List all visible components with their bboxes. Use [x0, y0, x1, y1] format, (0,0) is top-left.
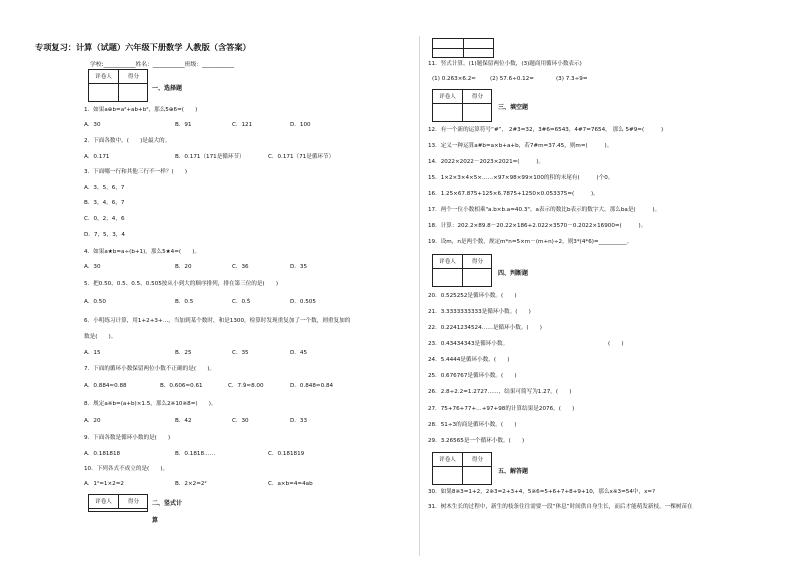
option: A．0.884≈0.88 [84, 383, 127, 389]
option: C．36 [232, 264, 249, 270]
question-14: 14．2022×2022－2023×2021=( )。 [428, 159, 545, 165]
question-2: 2．下面各数中，( )是最大的。 [84, 138, 171, 144]
score-box [432, 254, 492, 287]
option: A．1²=1×2=2 [84, 481, 124, 487]
score-label: 得分 [119, 495, 148, 509]
section-heading-choice: 一、选择题 [152, 85, 183, 92]
grader-label: 评卷人 [89, 495, 119, 509]
question-23: 23．0.43434343是循环小数。 [428, 341, 509, 347]
option: C．0，2，4，6 [84, 216, 125, 222]
question-23-blank: ( ) [608, 341, 624, 347]
grader-label: 评卷人 [433, 255, 463, 269]
score-label: 得分 [463, 453, 492, 467]
question-30: 30．如果8※3=1+2，2※3=2+3+4，5※6=5+6+7+8+9+10，那么x※3=54中，x=? [428, 489, 656, 495]
option: A．15 [84, 350, 101, 356]
question-19: 19．设m，n是两个数，规定m*n=5×m－(m+n)÷2，则3*(4*6)=__________。 [428, 239, 633, 245]
option: A．30 [84, 122, 101, 128]
section-heading-judge: 四、判断题 [498, 270, 529, 277]
question-11: 11．竖式计算。(1)题保留两位小数，(3)题商用循环小数表示) [428, 61, 582, 67]
question-27: 27．75+76+77+…+97+98的计算结果是2076。( ) [428, 406, 575, 412]
grader-label: 评卷人 [433, 90, 463, 104]
option: D．0.505 [290, 299, 316, 305]
option: C．7.9̇≈8.00 [228, 383, 264, 389]
question-16: 16．1.25×67.875+125×6.7875+1250×0.053375=( )。 [428, 191, 599, 197]
option: B．25 [175, 350, 192, 356]
option: B．0.606≈0.61 [160, 383, 203, 389]
score-label: 得分 [119, 70, 148, 84]
option: B．0.171（171是循环节） [175, 154, 245, 160]
calc-part: (2) 57.6÷0.12= [490, 76, 534, 82]
score-box-top [432, 38, 494, 58]
option: B．3，4，6，7 [84, 200, 125, 206]
score-box [432, 89, 492, 122]
option: D．100 [290, 122, 311, 128]
section-heading-solve: 五、解答题 [498, 468, 529, 475]
option: A．20 [84, 418, 101, 424]
option: A．0.171 [84, 154, 110, 160]
option: C．0.5̇ [232, 299, 251, 305]
section-heading-fill: 三、填空题 [498, 104, 529, 111]
grader-label: 评卷人 [433, 453, 463, 467]
option: C．121 [232, 122, 253, 128]
question-5: 5．把0.50、0.5、0.5̇、0.505按从小到大的顺序排列，排在第三位的是( ) [84, 281, 279, 287]
question-7: 7．下面的循环小数保留两位小数不正确的是( )。 [84, 366, 215, 372]
question-4: 4．如果a★b=a÷(b+1)，那么5★4=( )。 [84, 249, 201, 255]
option: B．91 [175, 122, 192, 128]
score-box [432, 452, 492, 485]
question-9: 9．下面各数是循环小数的是( ) [84, 435, 171, 441]
question-15: 15．1×2×3×4×5×……×97×98×99×100的积的末尾有( )个0。 [428, 175, 614, 181]
question-18: 18．计算：202.2×89.8－20.22×186+2.022×3570－0.2022×16900=( )。 [428, 223, 647, 229]
option: B．20 [175, 264, 192, 270]
question-1: 1．如果a⊕b=a²+ab+b²，那么5⊕6=( ) [84, 107, 198, 113]
section-heading-vertical-calc-cont: 算 [152, 517, 159, 524]
question-22: 22．0.2241234524……是循环小数。( ) [428, 325, 542, 331]
question-29: 29．3.26565是一个循环小数。( ) [428, 438, 525, 444]
question-17: 17．两个一位小数相乘"a.b×b.a=40.3"，a表示的数比b表示的数字大，那么ba是( )。 [428, 207, 661, 213]
score-label: 得分 [463, 90, 492, 104]
option: C．30 [232, 418, 249, 424]
question-8: 8．规定a※b=(a+b)×1.5，那么2※10※8=( )。 [84, 401, 217, 407]
option: D．33 [290, 418, 308, 424]
student-info-line: 学校:___________姓名：___________班级：___________ [90, 62, 234, 68]
option: D．35 [290, 264, 308, 270]
calc-part: (1) 0.263×6.2≈ [432, 76, 476, 82]
question-31: 31．树木生长的过程中，新生的枝条往往需要一段“休息”时间供自身生长，而后才能萌发新枝。一棵树苗在 [428, 504, 693, 510]
question-28: 28．51÷3的商是循环小数。( ) [428, 422, 517, 428]
column-divider [419, 36, 420, 556]
score-label: 得分 [463, 255, 492, 269]
question-6: 6．小明练习计算，用1+2+3+…，当加到某个数时，和是1300，检算时发现重复加了一个数，则重复加的 [84, 318, 351, 324]
option: D．0.848≈0.84 [290, 383, 334, 389]
option: B．0.1818…… [175, 451, 216, 457]
question-13: 13．定义一种运算a#b=a×b+a+b，若7#m=37.45，则m=( )。 [428, 143, 613, 149]
option: D．45 [290, 350, 308, 356]
question-3: 3．下面哪一行和其他三行不一样？( ) [84, 169, 188, 175]
option: C．0.171（71是循环节） [268, 154, 335, 160]
question-25: 25．0.676767是循环小数。( ) [428, 373, 517, 379]
question-20: 20．0.525252是循环小数。( ) [428, 293, 517, 299]
option: B．42 [175, 418, 192, 424]
option: A．0.50 [84, 299, 106, 305]
page-title: 专项复习：计算（试题）六年级下册数学 人教版（含答案） [35, 42, 251, 52]
option: A．3，5，6，7 [84, 185, 125, 191]
option: D．7，5，3，4 [84, 232, 125, 238]
calc-part: (3) 7.3÷9= [556, 76, 588, 82]
grader-label: 评卷人 [89, 70, 119, 84]
option: C．35 [232, 350, 249, 356]
question-26: 26．2.8÷2.2=1.2727……，结果可简写为1.2̇7̇。( ) [428, 389, 572, 395]
option: A．0.181818 [84, 451, 121, 457]
option: B．2×2=2² [175, 481, 207, 487]
question-21: 21．3.3333333333是循环小数。( ) [428, 309, 531, 315]
question-6-cont: 数是( )。 [84, 334, 117, 340]
score-box [88, 494, 148, 512]
option: B．0.5 [175, 299, 194, 305]
question-12: 12．有一个新的运算符号“#”， 2#3=32，3#6=6543，4#7=7654， 那么 5#9=( ) [428, 127, 664, 133]
question-24: 24．5.4444是循环小数。( ) [428, 357, 510, 363]
score-box [88, 69, 148, 102]
section-heading-vertical-calc: 二、竖式计 [152, 500, 183, 507]
option: C．a×b=4=4ab [268, 481, 313, 487]
option: C．0.181819 [268, 451, 305, 457]
option: A．30 [84, 264, 101, 270]
question-10: 10．下列各式不成立的是( )。 [84, 466, 169, 472]
